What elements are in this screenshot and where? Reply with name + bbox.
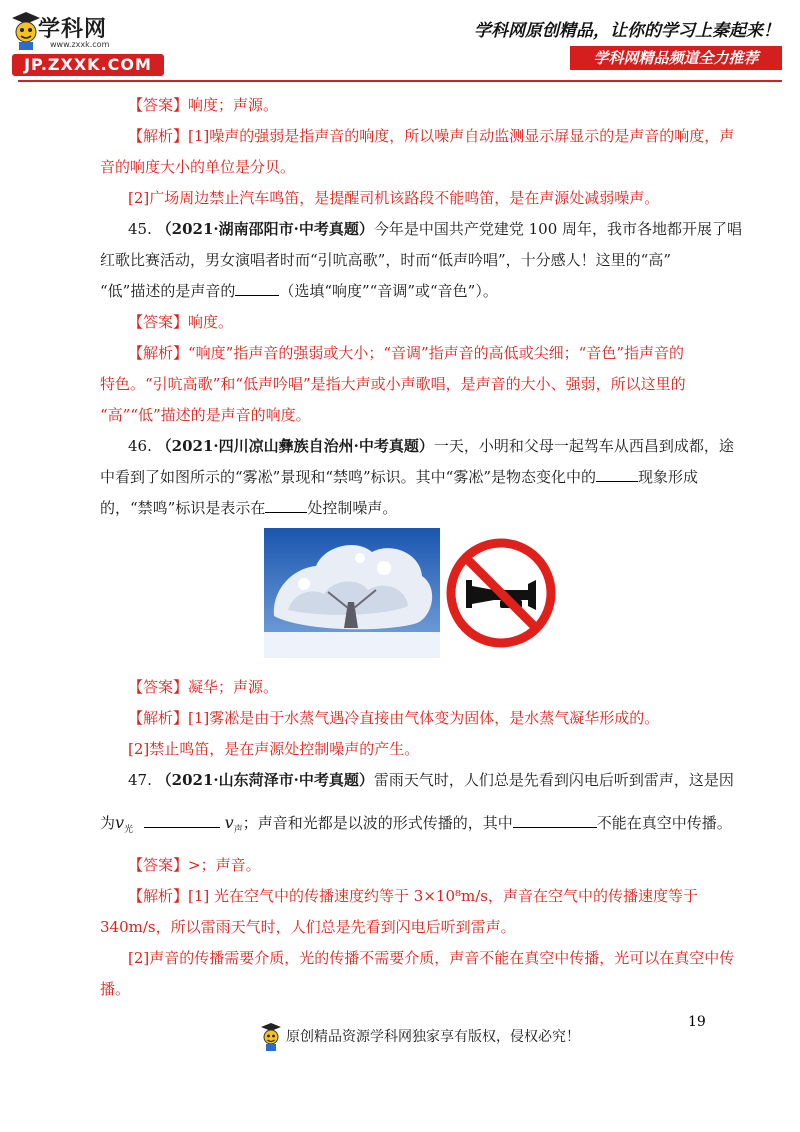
question-45-line2: 红歌比赛活动，男女演唱者时而“引吭高歌”，时而“低声吟唱”，十分感人！这里的“高” xyxy=(100,251,672,269)
analysis-44-line3: [2]广场周边禁止汽车鸣笛，是提醒司机该路段不能鸣笛，是在声源处减弱噪声。 xyxy=(128,189,660,207)
analysis-47-line2: 340m/s，所以雷雨天气时，人们总是先看到闪电后听到雷声。 xyxy=(100,918,516,936)
header-divider xyxy=(18,80,782,82)
question-46-line2: 中看到了如图所示的“雾凇”景现和“禁鸣”标识。其中“雾凇”是物态变化中的 现象形成 xyxy=(100,468,699,486)
page-footer xyxy=(258,1020,678,1060)
question-46-line1: 46. （2021·四川凉山彝族自治州·中考真题）一天，小明和父母一起驾车从西昌到成都，途 xyxy=(128,437,734,455)
answer-blank xyxy=(513,813,597,828)
no-horn-sign-icon xyxy=(444,536,558,650)
answer-blank xyxy=(235,281,279,296)
question-text: 今年是中国共产党建党 100 周年，我市各地都开展了唱 xyxy=(373,220,743,238)
v-sound: $v_声$ xyxy=(224,813,243,836)
analysis-45-line1: 【解析】“响度”指声音的强弱或大小；“音调”指声音的高低或尖细；“音色”指声音的 xyxy=(128,344,685,362)
question-47-line1: 47. （2021·山东菏泽市·中考真题）雷雨天气时，人们总是先看到闪电后听到雷声，这是因 xyxy=(128,771,734,789)
logo-url-small: www.zxxk.com xyxy=(50,40,110,49)
analysis-47-line3: [2]声音的传播需要介质，光的传播不需要介质，声音不能在真空中传播，光可以在真空中传 xyxy=(128,949,735,967)
answer-blank xyxy=(596,467,638,482)
question-number: 45. xyxy=(128,220,152,238)
page-header xyxy=(0,0,800,80)
analysis-44-line2: 音的响度大小的单位是分贝。 xyxy=(100,158,296,176)
answer-blank xyxy=(144,813,220,828)
answer-47: 【答案】>；声音。 xyxy=(128,856,261,874)
page-number: 19 xyxy=(688,1014,706,1030)
question-46-line3: 的，“禁鸣”标识是表示在 处控制噪声。 xyxy=(100,499,398,517)
answer-44: 【答案】响度；声源。 xyxy=(128,96,279,114)
answer-46: 【答案】凝华；声源。 xyxy=(128,678,279,696)
answer-45: 【答案】响度。 xyxy=(128,313,234,331)
zxxk-logo xyxy=(8,8,168,74)
analysis-45-line3: “高”“低”描述的是声音的响度。 xyxy=(100,406,311,424)
analysis-44-line1: 【解析】[1]噪声的强弱是指声音的响度，所以噪声自动监测显示屏显示的是声音的响度，声 xyxy=(128,127,735,145)
copyright-notice: 原创精品资源学科网独家享有版权，侵权必究！ xyxy=(286,1029,580,1045)
header-banner: 学科网精品频道全力推荐 xyxy=(570,46,782,70)
mascot-icon xyxy=(258,1020,284,1054)
analysis-47-line4: 播。 xyxy=(100,980,131,998)
logo-text: 学科网 xyxy=(38,17,108,42)
question-45-line3: “低”描述的是声音的 （选填“响度”“音调”或“音色”）。 xyxy=(100,282,498,300)
question-47-line2: 为$v_光$ $v_声$；声音和光都是以波的形式传播的，其中 不能在真空中传播。 xyxy=(100,813,732,836)
analysis-46-line1: 【解析】[1]雾凇是由于水蒸气遇冷直接由气体变为固体，是水蒸气凝华形成的。 xyxy=(128,709,660,727)
v-light: $v_光$ xyxy=(115,813,134,836)
question-46-figures xyxy=(264,528,554,658)
logo-badge: JP.ZXXK.COM xyxy=(12,54,164,76)
rime-tree-image xyxy=(264,528,440,658)
question-45-line1 xyxy=(128,218,742,240)
analysis-46-line2: [2]禁止鸣笛，是在声源处控制噪声的产生。 xyxy=(128,740,420,758)
header-slogan: 学科网原创精品，让你的学习上秦起来！ xyxy=(474,21,780,41)
analysis-45-line2: 特色。“引吭高歌”和“低声吟唱”是指大声或小声歌唱，是声音的大小、强弱，所以这里的 xyxy=(100,375,686,393)
question-source: （2021·湖南邵阳市·中考真题） xyxy=(156,220,374,238)
answer-blank xyxy=(265,498,307,513)
analysis-47-line1: 【解析】[1] 光在空气中的传播速度约等于 3×10⁸m/s，声音在空气中的传播速度等于 xyxy=(128,887,698,905)
